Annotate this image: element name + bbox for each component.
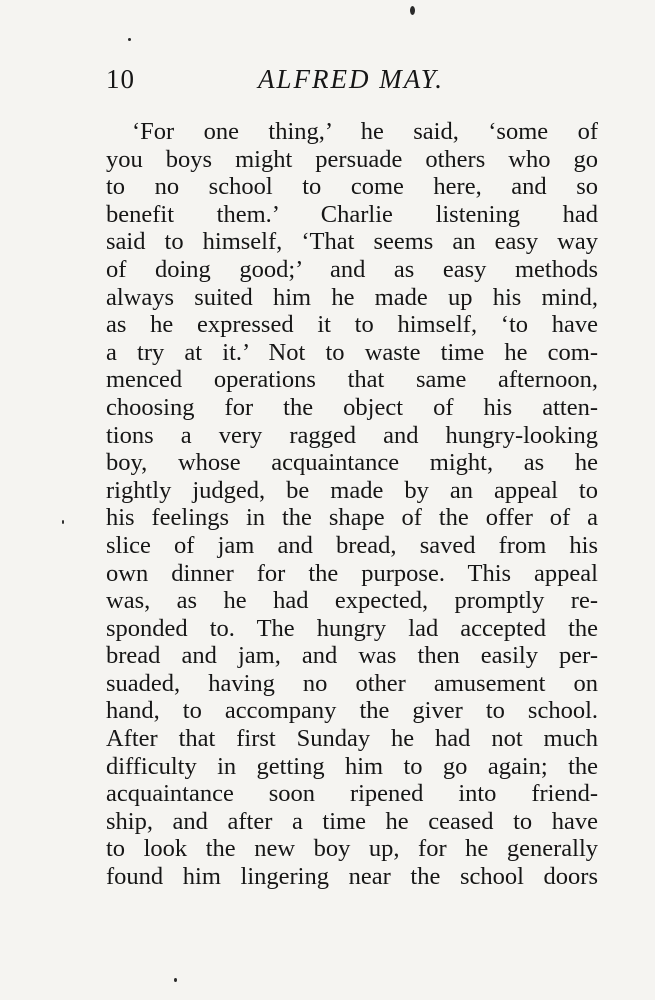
text-line: slice of jam and bread, saved from his — [106, 531, 598, 559]
text-line: sponded to. The hungry lad accepted the — [106, 614, 598, 642]
text-line: difficulty in getting him to go again; the — [106, 752, 598, 780]
text-line: choosing for the object of his atten- — [106, 393, 598, 421]
text-line: said to himself, ‘That seems an easy way — [106, 228, 598, 256]
text-line: hand, to accompany the giver to school. — [106, 697, 598, 725]
text-line: After that first Sunday he had not much — [106, 725, 598, 753]
text-line: tions a very ragged and hungry-looking — [106, 421, 598, 449]
ink-speck — [62, 520, 64, 524]
page-number: 10 — [106, 64, 135, 94]
text-line: his feelings in the shape of the offer of a — [106, 504, 598, 532]
text-line: a try at it.’ Not to waste time he com- — [106, 338, 598, 366]
text-line: to look the new boy up, for he generally — [106, 835, 598, 863]
text-line: acquaintance soon ripened into friend- — [106, 780, 598, 808]
text-line: boy, whose acquaintance might, as he — [106, 449, 598, 477]
text-line: of doing good;’ and as easy methods — [106, 255, 598, 283]
text-line: bread and jam, and was then easily per- — [106, 642, 598, 670]
text-line: rightly judged, be made by an appeal to — [106, 476, 598, 504]
page-header — [106, 64, 598, 98]
text-line: benefit them.’ Charlie listening had — [106, 200, 598, 228]
text-line: own dinner for the purpose. This appeal — [106, 559, 598, 587]
text-line: as he expressed it to himself, ‘to have — [106, 311, 598, 339]
text-line: was, as he had expected, promptly re- — [106, 587, 598, 615]
text-line: ‘For one thing,’ he said, ‘some of — [132, 118, 598, 145]
ink-speck — [128, 38, 131, 41]
text-line: menced operations that same afternoon, — [106, 366, 598, 394]
text-line: found him lingering near the school doors — [106, 863, 598, 891]
text-line: always suited him he made up his mind, — [106, 283, 598, 311]
text-line: to no school to come here, and so — [106, 173, 598, 201]
body-text — [106, 118, 598, 891]
text-line: ship, and after a time he ceased to have — [106, 807, 598, 835]
text-line: suaded, having no other amusement on — [106, 669, 598, 697]
ink-speck — [174, 978, 177, 982]
running-title: ALFRED MAY. — [258, 64, 445, 94]
text-line: you boys might persuade others who go — [106, 145, 598, 173]
ink-speck — [410, 6, 415, 15]
